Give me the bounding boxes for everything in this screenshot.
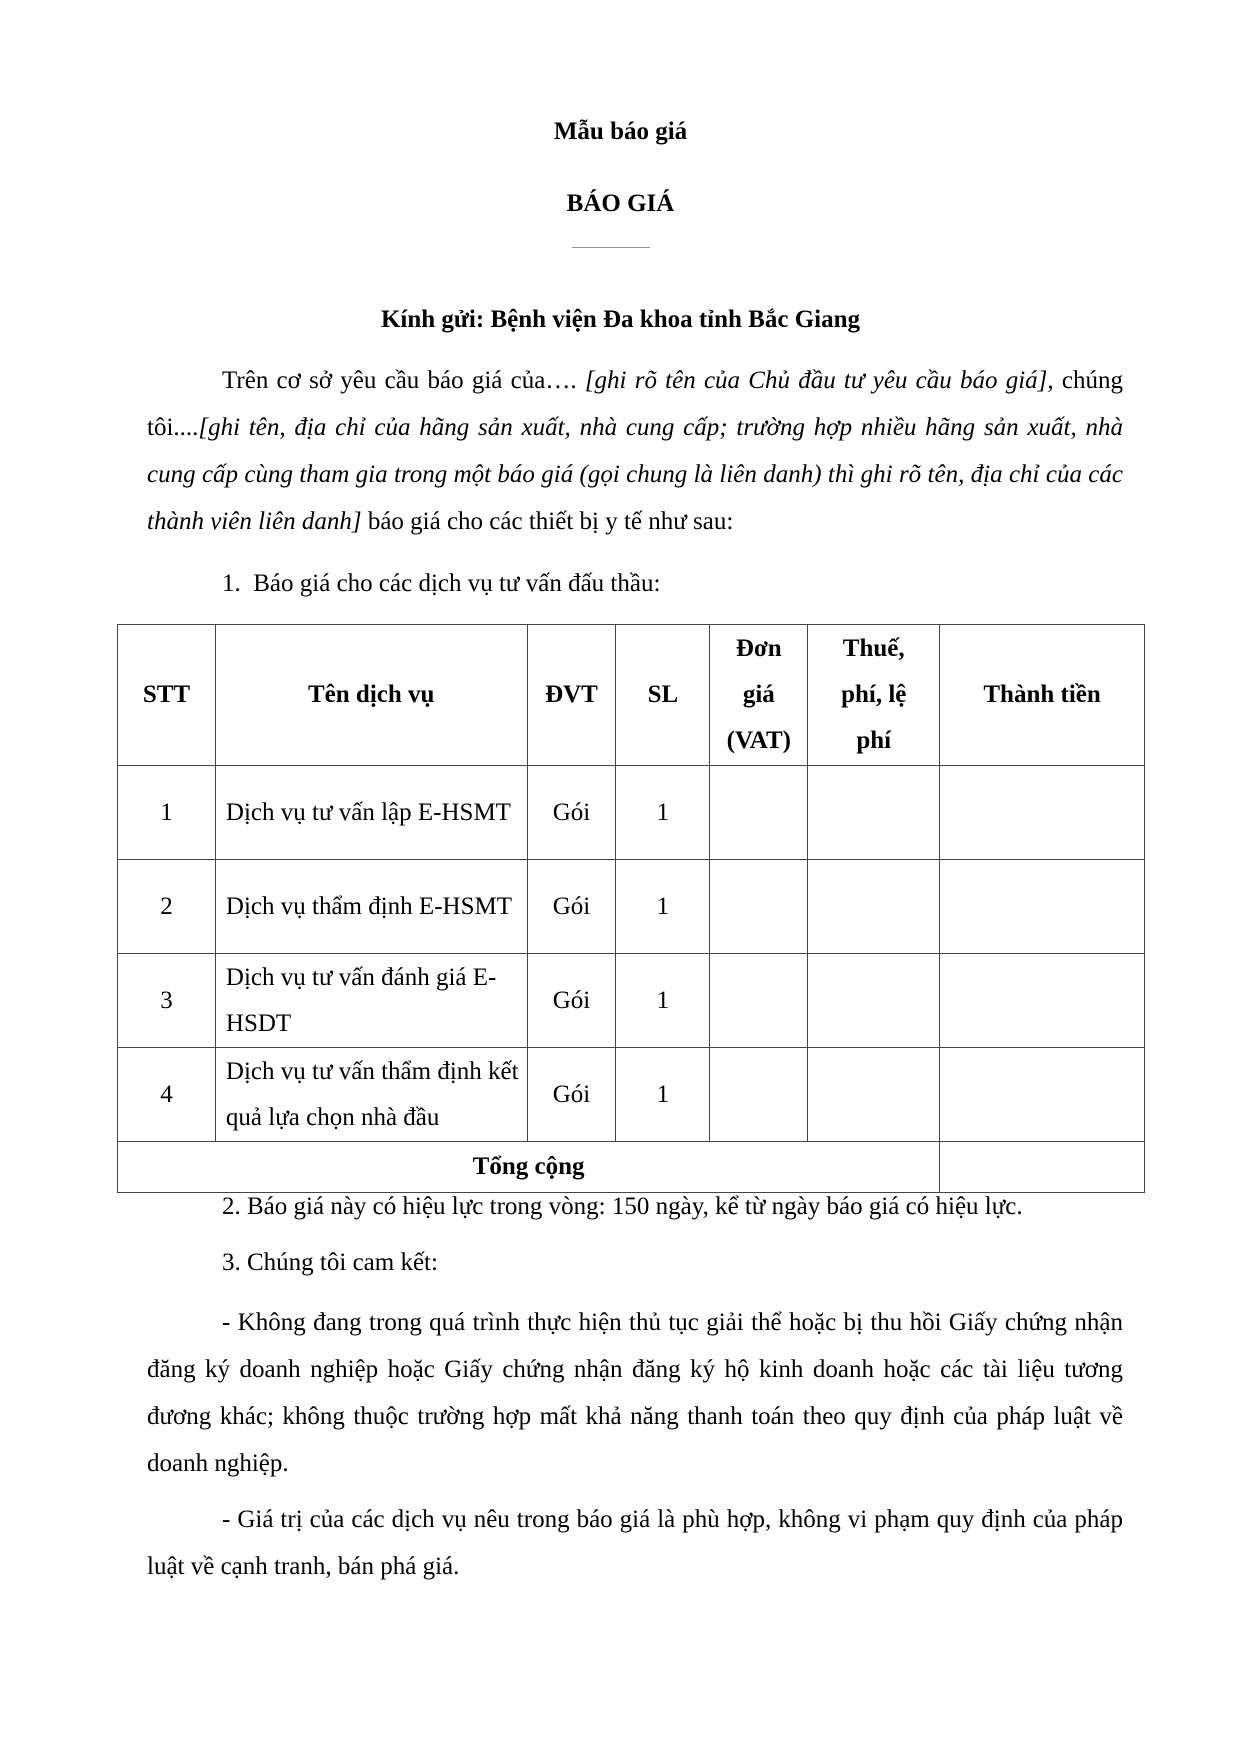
- cell-unit-price: [710, 1048, 808, 1142]
- table-row: [118, 860, 1145, 954]
- cell-unit: Gói: [527, 766, 616, 860]
- table-row: [118, 954, 1145, 1048]
- recipient-line: Kính gửi: Bệnh viện Đa khoa tỉnh Bắc Giang: [380, 306, 860, 333]
- cell-service-name: Dịch vụ tư vấn thẩm định kết quả lựa chọn nhà đầu: [215, 1048, 527, 1142]
- cell-service-name: Dịch vụ tư vấn lập E-HSMT: [215, 766, 527, 860]
- intro-text: , chúng tôi....: [147, 367, 1123, 441]
- cell-tax-fees: [808, 860, 940, 954]
- cell-unit-price: [710, 954, 808, 1048]
- form-title: Mẫu báo giá: [553, 118, 688, 145]
- header-unit-price: Đơn giá (VAT): [710, 625, 808, 766]
- cell-tax-fees: [808, 1048, 940, 1142]
- cell-tax-fees: [808, 766, 940, 860]
- intro-paragraph: [147, 357, 1123, 545]
- cell-stt: 3: [118, 954, 216, 1048]
- cell-service-name: Dịch vụ thẩm định E-HSMT: [215, 860, 527, 954]
- cell-service-name: Dịch vụ tư vấn đánh giá E-HSDT: [215, 954, 527, 1048]
- header-unit: ĐVT: [527, 625, 616, 766]
- table-header-row: [118, 625, 1145, 766]
- section-1-heading: [222, 560, 1122, 607]
- intro-placeholder-requester: [ghi rõ tên của Chủ đầu tư yêu cầu báo giá]: [584, 367, 1048, 394]
- cell-tax-fees: [808, 954, 940, 1048]
- intro-text: báo giá cho các thiết bị y tế như sau:: [361, 508, 734, 535]
- cell-total: [940, 954, 1145, 1048]
- table-row: [118, 1048, 1145, 1142]
- total-label: Tổng cộng: [118, 1142, 940, 1193]
- table-row: [118, 766, 1145, 860]
- cell-stt: 1: [118, 766, 216, 860]
- cell-unit-price: [710, 766, 808, 860]
- cell-total: [940, 860, 1145, 954]
- cell-quantity: 1: [616, 860, 710, 954]
- header-total: Thành tiền: [940, 625, 1145, 766]
- intro-text: Trên cơ sở yêu cầu báo giá của….: [222, 367, 585, 394]
- validity-statement: 2. Báo giá này có hiệu lực trong vòng: 150 ngày, kể từ ngày báo giá có hiệu lực.: [222, 1193, 1023, 1220]
- header-stt: STT: [118, 625, 216, 766]
- cell-unit: Gói: [527, 1048, 616, 1142]
- cell-quantity: 1: [616, 954, 710, 1048]
- cell-total: [940, 766, 1145, 860]
- quote-table: [117, 624, 1145, 1193]
- header-quantity: SL: [616, 625, 710, 766]
- commitment-heading: 3. Chúng tôi cam kết:: [222, 1249, 438, 1276]
- document-title: BÁO GIÁ: [566, 190, 675, 217]
- section-1-number: 1.: [222, 570, 241, 597]
- title-divider: [572, 247, 650, 248]
- commitment-item: - Giá trị của các dịch vụ nêu trong báo giá là phù hợp, không vi phạm quy định của pháp luật về cạnh tranh, bán phá giá.: [147, 1506, 1123, 1580]
- cell-quantity: 1: [616, 766, 710, 860]
- cell-stt: 2: [118, 860, 216, 954]
- cell-unit-price: [710, 860, 808, 954]
- cell-stt: 4: [118, 1048, 216, 1142]
- header-service-name: Tên dịch vụ: [215, 625, 527, 766]
- cell-quantity: 1: [616, 1048, 710, 1142]
- header-tax-fees: Thuế, phí, lệ phí: [808, 625, 940, 766]
- cell-unit: Gói: [527, 860, 616, 954]
- cell-unit: Gói: [527, 954, 616, 1048]
- cell-total: [940, 1048, 1145, 1142]
- intro-placeholder-supplier: [ghi tên, địa chỉ của hãng sản xuất, nhà cung cấp; trường hợp nhiều hãng sản xuất, nhà cung cấp cùng tham gia trong một báo giá (gọi chung là liên danh) thì ghi rõ tên, địa chỉ của các thành viên liên danh]: [147, 414, 1123, 535]
- section-1-title: Báo giá cho các dịch vụ tư vấn đấu thầu:: [253, 570, 661, 597]
- commitment-item: - Không đang trong quá trình thực hiện thủ tục giải thể hoặc bị thu hồi Giấy chứng nhận đăng ký doanh nghiệp hoặc Giấy chứng nhận đăng ký hộ kinh doanh hoặc các tài liệu tương đương khác; không thuộc trường hợp mất khả năng thanh toán theo quy định của pháp luật về doanh nghiệp.: [147, 1309, 1123, 1477]
